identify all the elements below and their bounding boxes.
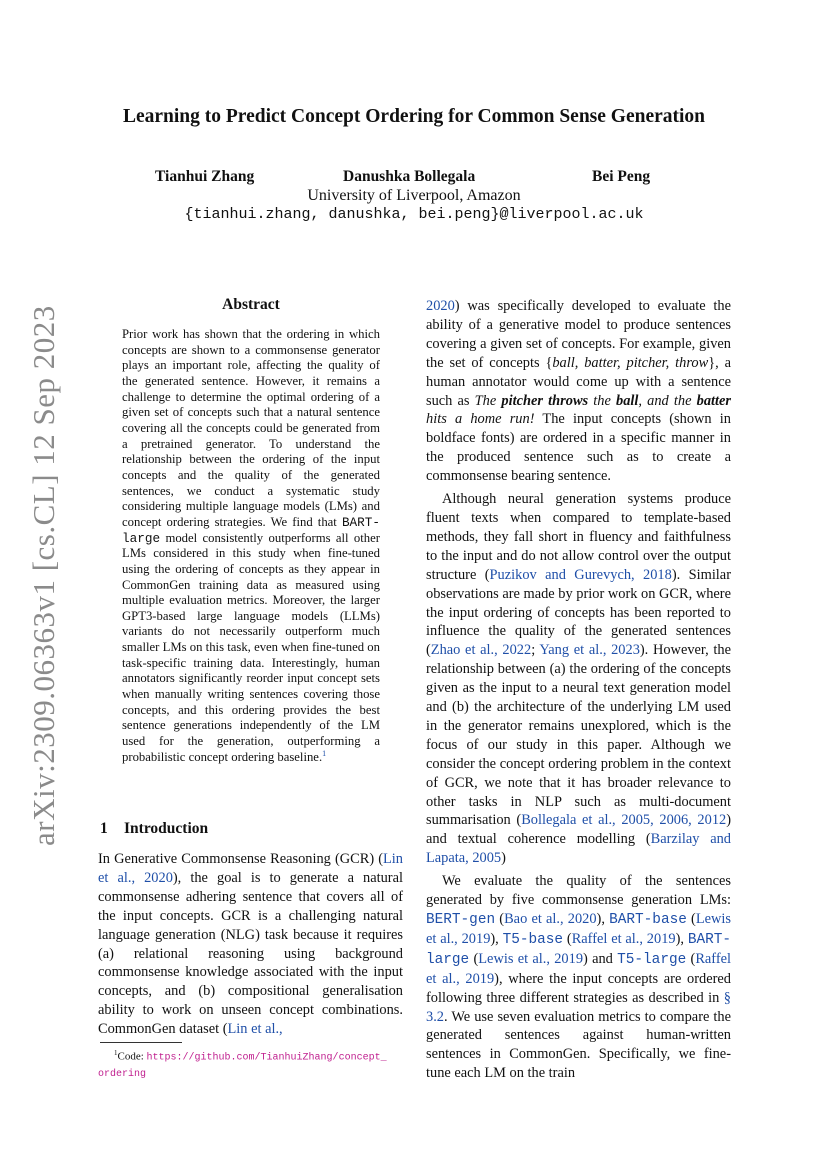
section-heading — [100, 820, 208, 838]
paper-title: Learning to Predict Concept Ordering for Common Sense Generation — [122, 106, 706, 127]
citation-link[interactable]: 2020 — [426, 298, 455, 314]
paragraph — [426, 490, 731, 868]
model-name: BERT-gen — [426, 912, 496, 928]
author-affiliation: University of Liverpool, Amazon — [307, 187, 521, 204]
body-text: ) and textual coherence modelling ( — [426, 812, 732, 848]
model-name: T5-base — [502, 931, 564, 948]
body-text: Although neural generation systems produce fluent texts when compared to template-based methods, they fall short in fluency and faithfulness to the input and do not allow control over the output structure ( — [426, 491, 731, 583]
footnote-label: Code: — [117, 1050, 147, 1063]
body-text: ; — [531, 642, 540, 659]
citation-link[interactable]: Puzikov and Gurevych, 2018 — [489, 566, 672, 583]
citation-link[interactable]: Barzilay and Lapata, 2005 — [426, 831, 731, 867]
citation-link[interactable]: Bollegala et al., 2005, 2006, 2012 — [521, 812, 727, 829]
citation-link[interactable]: Bao et al., 2020 — [504, 911, 597, 927]
section-number: 1 — [100, 820, 108, 837]
citation-link[interactable]: Yang et al., 2023 — [539, 642, 640, 659]
body-text: We evaluate the quality of the sentences generated by five commonsense generation LMs: — [426, 873, 731, 909]
author-emails: {tianhui.zhang, danushka, bei.peng}@liverpool.ac.uk — [184, 206, 644, 223]
body-text: ), where the input concepts are ordered following three different strategies as described in — [426, 970, 731, 1006]
footnote-number: 1 — [114, 1049, 118, 1057]
section-title: Introduction — [124, 820, 209, 837]
footnote-divider — [100, 1042, 182, 1043]
body-text: }, a human annotator would come up with a sentence such as — [426, 354, 731, 409]
section-reference-link[interactable]: § 3.2 — [426, 989, 731, 1025]
model-name: T5-large — [617, 951, 687, 968]
footnote-marker[interactable]: 1 — [322, 748, 327, 758]
abstract-heading: Abstract — [222, 296, 280, 313]
body-text: In Generative Commonsense Reasoning (GCR) ( — [98, 851, 384, 867]
body-text: ). Similar observations are made by prior work on GCR, where the input ordering of concepts has been reported to influence the quality of the generated sentences ( — [426, 566, 731, 659]
citation-link[interactable]: Raffel et al., 2019 — [571, 930, 676, 947]
abstract-body — [122, 327, 380, 765]
author-name: Danushka Bollegala — [343, 168, 476, 185]
body-text: ), the goal is to generate a natural commonsense adhering sentence that covers all of the input concepts. GCR is a challenging natural language generation (NLG) task because it requires (a) relational reasoning using background commonsense knowledge associated with the input concepts, and (b) compositional generalisation ability to work on unseen concept combinations. CommonGen dataset ( — [98, 869, 403, 1038]
author-name: Tianhui Zhang — [155, 168, 255, 185]
abstract-text: model consistently outperforms all other LMs considered in this study when fine-tuned using the ordering of concepts as they appear in CommonGen training data as measured using multiple evaluation metrics. Moreover, the larger GPT3-based large language models (LLMs) variants do not necessarily outperform much smaller LMs on this task, even when fine-tuned on task-specific training data. Interestingly, human annotators significantly reorder input concept sets when manually writing sentences covering those concepts, and this ordering provides the best sentence generations independently of the LM used for the generation, outperforming a probabilistic concept ordering baseline. — [122, 530, 381, 764]
citation-link[interactable]: Lin et al., — [227, 1021, 283, 1038]
arxiv-identifier: arXiv:2309.06363v1 [cs.CL] 12 Sep 2023 — [26, 305, 61, 846]
abstract-text: Prior work has shown that the ordering in which concepts are shown to a commonsense generator plays an important role, affecting the quality of the generated sentence. However, it remains a challenge to determine the optimal ordering of a given set of concepts such that a natural sentence covering all the concepts could be generated from a pretrained generator. To understand the relationship between the ordering of the input concepts and the quality of the generated sentences, we conduct a systematic study considering multiple language models (LMs) and concept ordering strategies. We find that — [122, 327, 380, 529]
citation-link[interactable]: Raffel et al., 2019 — [426, 950, 732, 987]
model-name: BART-large — [426, 931, 731, 968]
paragraph — [98, 850, 403, 1039]
citation-link[interactable]: Zhao et al., 2022 — [430, 642, 532, 659]
left-column-text — [98, 850, 403, 1039]
footnote — [98, 1046, 403, 1082]
author-name: Bei Peng — [592, 168, 651, 185]
url-text: https://github.com/TianhuiZhang/concept_ — [146, 1052, 387, 1064]
body-text: The input concepts (shown in boldface fonts) are ordered in a specific manner in the produced sentence such as to create a commonsense bearing sentence. — [426, 411, 731, 485]
url-text: ordering — [98, 1068, 147, 1080]
citation-link[interactable]: Lin et al., 2020 — [98, 851, 403, 886]
body-text: ) was specifically developed to evaluate the ability of a generative model to produce sentences covering a given set of concepts. For example, given the set of concepts { — [426, 298, 731, 371]
concept-list: ball, batter, pitcher, throw — [552, 354, 709, 371]
citation-link[interactable]: Lewis et al., 2019 — [478, 950, 584, 967]
citation-link[interactable]: Lewis et al., 2019 — [426, 911, 732, 947]
body-text: ) — [501, 850, 506, 867]
model-name: BART-large — [122, 514, 381, 546]
body-text: . We use seven evaluation metrics to compare the generated sentences against human-written sentences in CommonGen. Specifically, we fine-tune each LM on the train — [426, 1008, 731, 1082]
model-name: BART-base — [609, 912, 687, 928]
paragraph — [426, 297, 731, 486]
example-sentence: The pitcher throws the ball, and the batter hits a home run! — [426, 392, 732, 428]
right-column-text — [426, 297, 731, 1083]
paragraph: We evaluate the quality of the sentences generated by five commonsense generation LMs: BERT-gen (Bao et al., 2020), BART-base (Lewis et al., 2019), T5-base (Raffel et al., 2019), BART-large (Lewis et al., 2019) and T5-large (Raffel et al., 2019), where the input concepts are ordered following three different strategies as described in § 3.2. We use seven evaluation metrics to compare the generated sentences against human-written sentences in CommonGen. Specifically, we fine-tune each LM on the train — [426, 873, 732, 1082]
body-text: ). However, the relationship between (a) the ordering of the concepts given as the input to a neural text generation model and (b) the architecture of the underlying LM used in the generator remains unexplored, which is the focus of our study in this paper. Although we consider the concept ordering problem in the context of GCR, we note that it has broader relevance to other tasks in NLP such as multi-document summarisation ( — [426, 642, 732, 829]
